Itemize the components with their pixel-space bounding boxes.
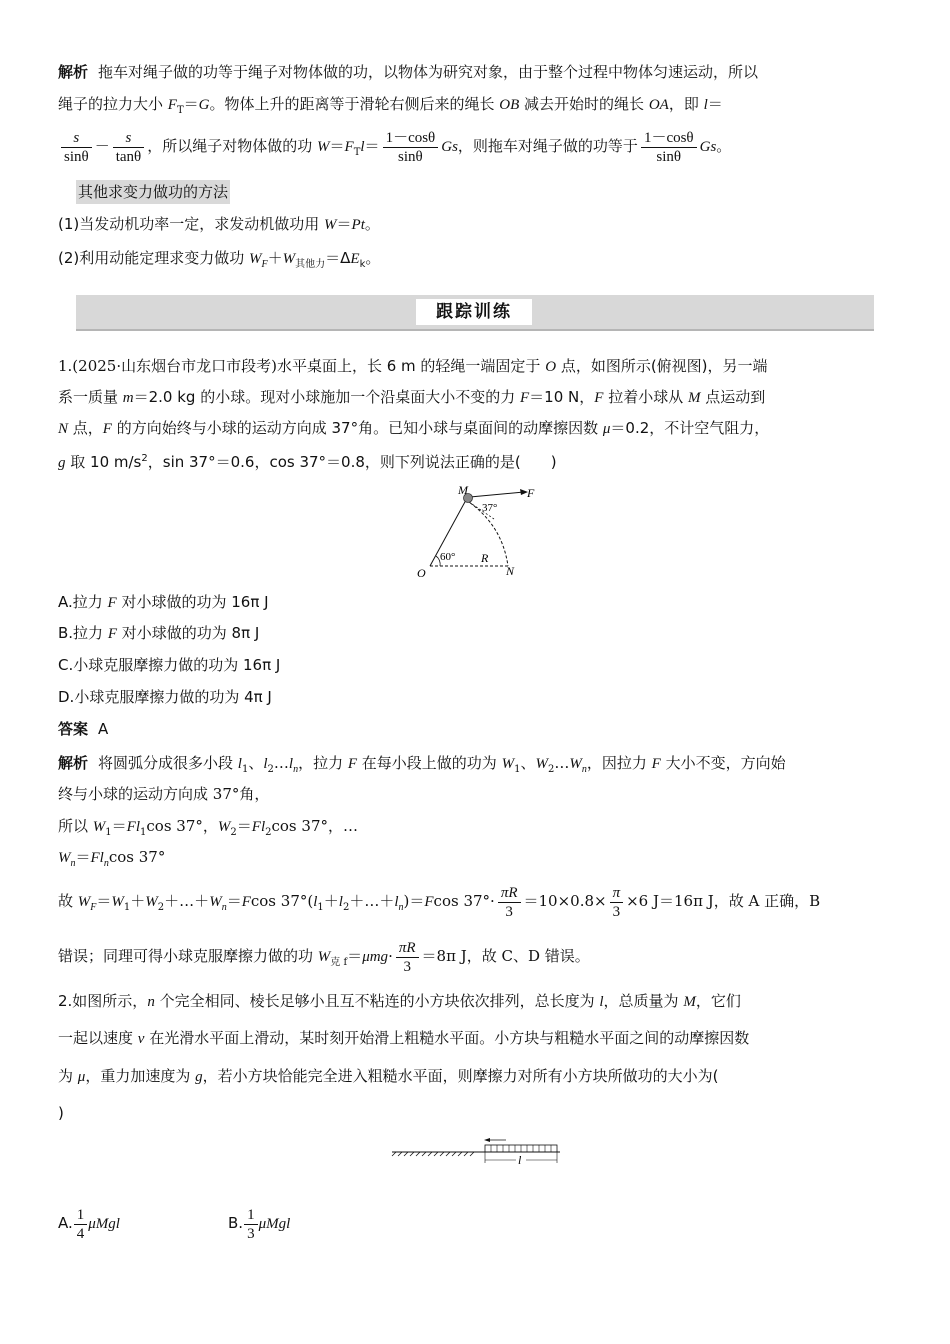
block-dividers: [491, 1145, 551, 1152]
label-F: F: [527, 486, 535, 500]
q1-figure: [410, 480, 550, 580]
label-M: M: [458, 483, 468, 497]
prev-solution-line-3: $\frac{s}{\sin\theta}$ － $\frac{s}{\tan\theta}$ ，所以绳子对物体做的功 $W=F_Tl=$ $\frac{1-\cos\theta}{\sin\theta}$ Gs，则拖车对绳子做的功等于 $\frac{1-\cos\theta}{\sin\theta}$ Gs。: [58, 126, 731, 173]
q1-answer: 答案 A: [58, 720, 109, 738]
q1-line-1: 1.(2025·山东烟台市龙口市段考)水平桌面上，长 6 m 的轻绳一端固定于 O 点，如图所示(俯视图)，另一端: [58, 357, 768, 375]
q1-line-2: 系一质量 m＝2.0 kg 的小球。现对小球施加一个沿桌面大小不变的力 F＝10 N，F 拉着小球从 M 点运动到: [58, 388, 766, 406]
q1-option-c[interactable]: C.小球克服摩擦力做的功为 16π J: [58, 656, 281, 674]
q1-solution-line-3: 所以 $W_1=Fl_1\cos$ 37°，$W_2=Fl_2\cos$ 37°，…: [58, 817, 358, 838]
q1-line-4: g 取 10 $m/s^2$，sin 37°＝0.6，cos 37°＝0.8，则下列说法正确的是( ): [58, 453, 557, 471]
q1-solution-line-2: 终与小球的运动方向成 37°角，: [58, 785, 270, 803]
label-37: 37°: [482, 502, 498, 514]
q2-option-b[interactable]: B. $\frac{1}{3}$ μMgl: [228, 1206, 291, 1242]
q1-option-a[interactable]: A.拉力 F 对小球做的功为 16π J: [58, 593, 269, 611]
method-2: (2)利用动能定理求变力做功 $W_F+W_{其他力}=\Delta E_k$。: [58, 249, 381, 270]
label-60: 60°: [440, 551, 456, 563]
q2-line-1: 2.如图所示，n 个完全相同、棱长足够小且互不粘连的小方块依次排列，总长度为 l，总质量为 M，它们: [58, 992, 741, 1010]
fraction-1-4: $\frac{1}{4}$: [74, 1206, 88, 1243]
prev-solution-line-2: 绳子的拉力大小 $F_T=G$。物体上升的距离等于滑轮右侧后来的绳长 OB 减去开始时的绳长 OA，即 l＝: [58, 95, 723, 116]
velocity-arrowhead: [484, 1138, 490, 1142]
q1-solution-line-5: 故 $W_F=W_1+W_2+\dots+W_n=Fcos$ $37^\circ(l_1+l_2+\dots+l_n)=Fcos$ 37°· $\frac{\pi R}{3}$ ＝10×0.8× $\frac{\pi}{3}$ ×6 J＝16π J，故 A 正确，B: [58, 884, 821, 920]
fraction-s-over-tan: $\frac{s}{\tan\theta}$: [113, 129, 145, 166]
prev-solution-line-1: 解析 拖车对绳子做的功等于绳子对物体做的功，以物体为研究对象，由于整个过程中物体匀速运动，所以: [58, 63, 759, 81]
rough-surface-hatch: [392, 1152, 474, 1156]
fraction-s-over-sin: $\frac{s}{\sin\theta}$: [61, 129, 92, 166]
other-methods-heading: 其他求变力做功的方法: [76, 180, 230, 204]
fraction-1-cos: $\frac{1-\cos\theta}{\sin\theta}$: [383, 129, 439, 166]
q1-solution-line-1: 解析 将圆弧分成很多小段 $l_1$、$l_2\dots l_n$，拉力 F 在每小段上做的功为 $W_1$、$W_2\dots W_n$，因拉力 F 大小不变，方向始: [58, 754, 786, 775]
q1-solution-line-4: $W_n=Fl_n\cos$ 37°: [58, 848, 166, 869]
q2-figure: [388, 1136, 563, 1168]
fraction-pi-r-3: $\frac{\pi R}{3}$: [498, 884, 521, 921]
q2-line-3: 为 μ，重力加速度为 g，若小方块恰能完全进入粗糙水平面，则摩擦力对所有小方块所做功的大小为(: [58, 1067, 719, 1085]
section-title: 跟踪训练: [416, 299, 532, 325]
label-R: R: [481, 551, 489, 565]
section-banner: [76, 295, 874, 331]
label-l: l: [518, 1153, 522, 1167]
q2-line-4: ): [58, 1104, 64, 1122]
q1-solution-line-6: 错误；同理可得小球克服摩擦力做的功 $W_{克 f}=\mu mg\cdot$ $\frac{\pi R}{3}$ ＝8π J，故 C、D 错误。: [58, 939, 590, 975]
q2-option-a[interactable]: A. $\frac{1}{4}$ μMgl: [58, 1206, 120, 1242]
method-1: (1)当发动机功率一定，求发动机做功用 W＝Pt。: [58, 215, 380, 233]
q1-line-3: N 点，F 的方向始终与小球的运动方向成 37°角。已知小球与桌面间的动摩擦因数 μ＝0.2，不计空气阻力，: [58, 419, 770, 437]
q1-option-b[interactable]: B.拉力 F 对小球做的功为 8π J: [58, 624, 260, 642]
solution-label: 解析: [58, 63, 89, 81]
fraction-1-3: $\frac{1}{3}$: [244, 1206, 258, 1243]
label-N: N: [506, 564, 515, 578]
q2-line-2: 一起以速度 v 在光滑水平面上滑动，某时刻开始滑上粗糙水平面。小方块与粗糙水平面之间的动摩擦因数: [58, 1029, 750, 1047]
fraction-1-cos-2: $\frac{1-\cos\theta}{\sin\theta}$: [641, 129, 697, 166]
label-O: O: [417, 566, 426, 580]
q1-option-d[interactable]: D.小球克服摩擦力做的功为 4π J: [58, 688, 272, 706]
fraction-pi-r-3-b: $\frac{\pi R}{3}$: [396, 939, 419, 976]
force-arrow: [470, 492, 524, 497]
fraction-pi-3: $\frac{\pi}{3}$: [610, 884, 624, 921]
